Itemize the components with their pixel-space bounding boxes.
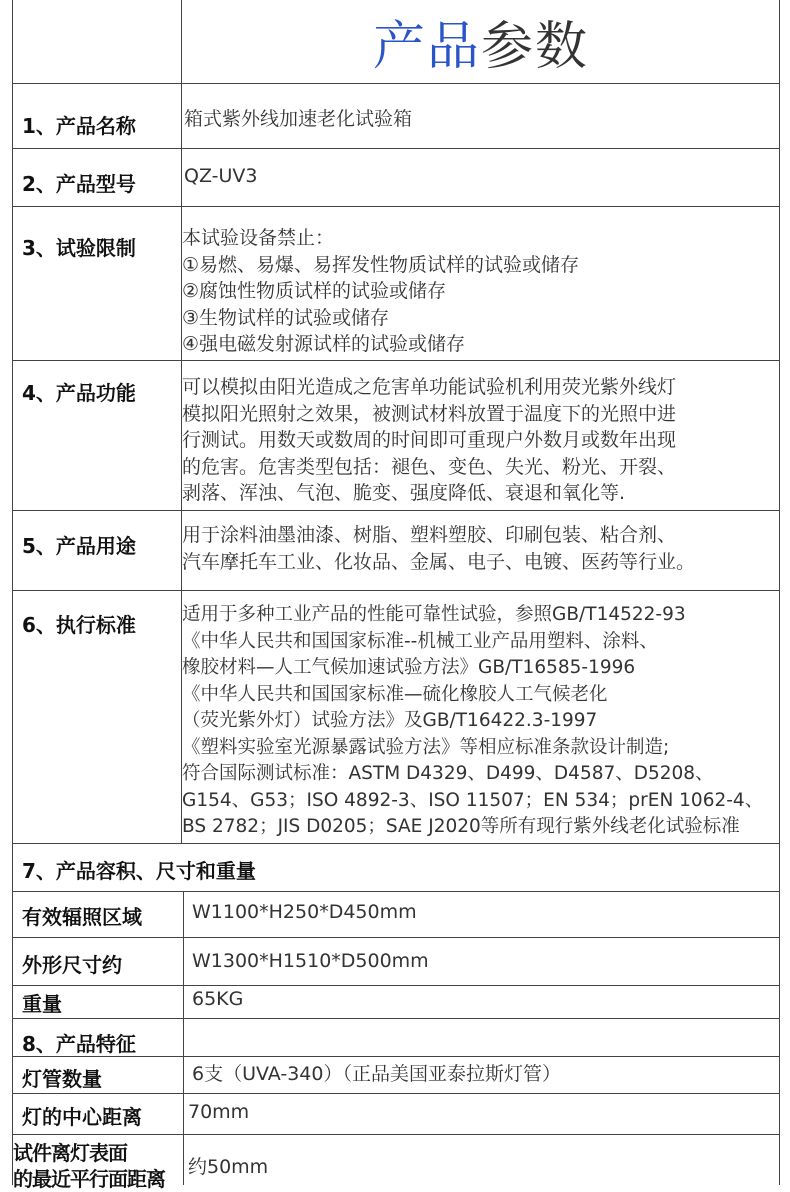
standard-line: 《塑料实验室光源暴露试验方法》等相应标准条款设计制造; bbox=[182, 736, 670, 758]
value-product-usage bbox=[182, 522, 695, 575]
function-line: 模拟阳光照射之效果，被测试材料放置于温度下的光照中进 bbox=[182, 402, 677, 425]
standard-line: 橡胶材料—人工气候加速试验方法》GB/T16585-1996 bbox=[182, 657, 636, 678]
row-divider bbox=[12, 1093, 780, 1094]
label-product-function: 4、产品功能 bbox=[22, 381, 136, 405]
title-part-2: 参数 bbox=[481, 17, 590, 77]
function-line: 剥落、浑浊、气泡、脆变、强度降低、衰退和氧化等. bbox=[182, 482, 626, 504]
label-product-model: 2、产品型号 bbox=[22, 172, 136, 196]
row-divider bbox=[12, 1018, 780, 1019]
value-product-model: QZ-UV3 bbox=[184, 165, 258, 187]
value-standard bbox=[182, 602, 763, 841]
function-line: 行测试。用数天或数周的时间即可重现户外数月或数年出现 bbox=[182, 429, 677, 451]
value-product-name: 箱式紫外线加速老化试验箱 bbox=[184, 108, 413, 130]
limit-line: ③生物试样的试验或储存 bbox=[182, 306, 390, 329]
standard-line: G154、G53；ISO 4892-3、ISO 11507；EN 534；prEN 1062-4、 bbox=[182, 789, 764, 811]
section-8-header: 8、产品特征 bbox=[22, 1032, 136, 1056]
section-7-header: 7、产品容积、尺寸和重量 bbox=[22, 859, 256, 883]
standard-line: 《中华人民共和国国家标准--机械工业产品用塑料、涂料、 bbox=[182, 630, 658, 652]
label-irradiation-area: 有效辐照区域 bbox=[22, 905, 142, 929]
function-line: 可以模拟由阳光造成之危害单功能试验机利用荧光紫外线灯 bbox=[182, 376, 677, 398]
column-divider bbox=[183, 891, 184, 1185]
label-product-usage: 5、产品用途 bbox=[22, 534, 136, 558]
sample-distance-label-line: 试件离灯表面 bbox=[13, 1141, 127, 1165]
row-divider bbox=[12, 510, 780, 511]
sample-distance-label-line: 的最近平行面距离 bbox=[13, 1167, 165, 1191]
limit-line: ①易燃、易爆、易挥发性物质试样的试验或储存 bbox=[182, 253, 580, 276]
label-sample-distance bbox=[13, 1140, 165, 1192]
label-standard: 6、执行标准 bbox=[22, 613, 136, 637]
label-test-limit: 3、试验限制 bbox=[22, 236, 136, 260]
row-divider bbox=[12, 985, 780, 986]
value-sample-distance: 约50mm bbox=[188, 1156, 269, 1178]
value-product-function bbox=[182, 374, 676, 507]
value-lamp-count: 6支（UVA-340）（正品美国亚泰拉斯灯管） bbox=[192, 1063, 561, 1085]
usage-line: 用于涂料油墨油漆、树脂、塑料塑胶、印刷包装、粘合剂、 bbox=[182, 524, 677, 546]
row-divider bbox=[12, 891, 780, 892]
label-lamp-count: 灯管数量 bbox=[22, 1067, 102, 1091]
page-title bbox=[182, 0, 780, 83]
label-outer-size: 外形尺寸约 bbox=[22, 953, 122, 977]
standard-line: BS 2782；JIS D0205；SAE J2020等所有现行紫外线老化试验标准 bbox=[182, 816, 740, 837]
standard-line: 适用于多种工业产品的性能可靠性试验，参照GB/T14522-93 bbox=[182, 604, 686, 625]
value-irradiation-area: W1100*H250*D450mm bbox=[192, 901, 417, 923]
row-divider bbox=[12, 590, 780, 591]
row-divider bbox=[12, 148, 780, 149]
row-divider bbox=[12, 843, 780, 844]
standard-line: 符合国际测试标准：ASTM D4329、D499、D4587、D5208、 bbox=[182, 763, 714, 784]
value-weight: 65KG bbox=[192, 988, 244, 1010]
standard-line: （荧光紫外灯）试验方法》及GB/T16422.3-1997 bbox=[182, 710, 598, 731]
function-line: 的危害。危害类型包括：褪色、变色、失光、粉光、开裂、 bbox=[182, 455, 677, 478]
value-test-limit bbox=[182, 225, 579, 358]
title-part-1: 产品 bbox=[372, 17, 481, 77]
label-weight: 重量 bbox=[22, 992, 62, 1016]
label-lamp-center-distance: 灯的中心距离 bbox=[22, 1105, 142, 1129]
row-divider bbox=[12, 360, 780, 361]
row-divider bbox=[12, 1134, 780, 1135]
value-outer-size: W1300*H1510*D500mm bbox=[192, 950, 429, 972]
standard-line: 《中华人民共和国国家标准—硫化橡胶人工气候老化 bbox=[182, 683, 608, 705]
limit-line: ②腐蚀性物质试样的试验或储存 bbox=[182, 280, 447, 302]
limit-line: 本试验设备禁止： bbox=[182, 227, 335, 249]
label-product-name: 1、产品名称 bbox=[22, 114, 136, 138]
row-divider bbox=[12, 83, 780, 84]
row-divider bbox=[12, 206, 780, 207]
limit-line: ④强电磁发射源试样的试验或储存 bbox=[182, 333, 466, 355]
value-lamp-center-distance: 70mm bbox=[188, 1101, 250, 1123]
usage-line: 汽车摩托车工业、化妆品、金属、电子、电镀、医药等行业。 bbox=[182, 550, 696, 573]
row-divider bbox=[12, 937, 780, 938]
